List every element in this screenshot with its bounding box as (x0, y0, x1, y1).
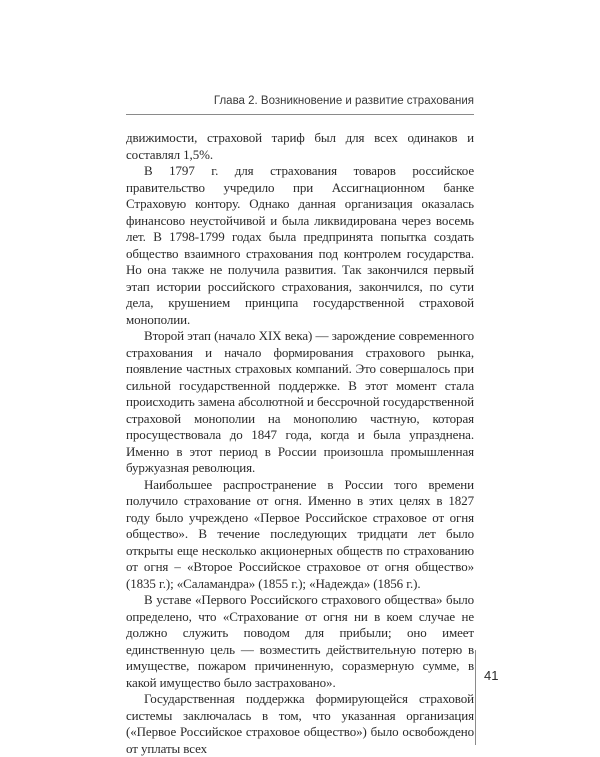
page-number-rule (475, 650, 476, 745)
paragraph: движимости, страховой тариф был для всех одинаков и составлял 1,5%. (126, 130, 474, 162)
paragraph: Наибольшее распространение в России того времени получило страхование от огня. Именно в этих целях в 1827 году было учреждено «Первое Российское страховое от огня общество». В течение последующих тридцати лет было открыты еще несколько акционерных обществ по страхованию от огня – «Второе Российское страховое от огня общество» (1835 г.); «Саламандра» (1855 г.); «Надежда» (1856 г.). (126, 476, 474, 591)
header-rule (126, 114, 474, 115)
page-number: 41 (484, 668, 499, 683)
paragraph: Государственная поддержка формирующейся страховой системы заключалась в том, что указанная организация («Первое Российское страховое общество») было освобождено от уплаты всех (126, 691, 474, 756)
paragraph: Второй этап (начало XIX века) — зарождение современного страхования и начало формирования страхового рынка, появление частных страховых компаний. Это совершалось при сильной государственной поддержке. В этот момент стала происходить замена абсолютной и бессрочной государственной страховой монополии на монополию частную, которая просуществовала до 1847 года, когда и была упразднена. Именно в этот период в России произошла промышленная буржуазная революция. (126, 328, 474, 475)
page-body (126, 130, 474, 757)
paragraph: В 1797 г. для страхования товаров российское правительство учредило при Ассигнационном банке Страховую контору. Однако данная организация оказалась финансово неустойчивой и была ликвидирована через восемь лет. В 1798-1799 годах была предпринята попытка создать общество взаимного страхования под контролем государства. Но она также не получила развития. Так закончился первый этап истории российского страхования, закончился, по сути дела, крушением принципа государственной страховой монополии. (126, 163, 474, 327)
running-title: Глава 2. Возникновение и развитие страхования (213, 95, 474, 107)
paragraph: В уставе «Первого Российского страхового общества» было определено, что «Страхование от огня ни в коем случае не должно служить поводом для прибыли; оно имеет единственную цель — возместить действительную потерю в имуществе, пожаром причиненную, соразмерную сумме, в какой имущество было застраховано». (126, 592, 474, 690)
